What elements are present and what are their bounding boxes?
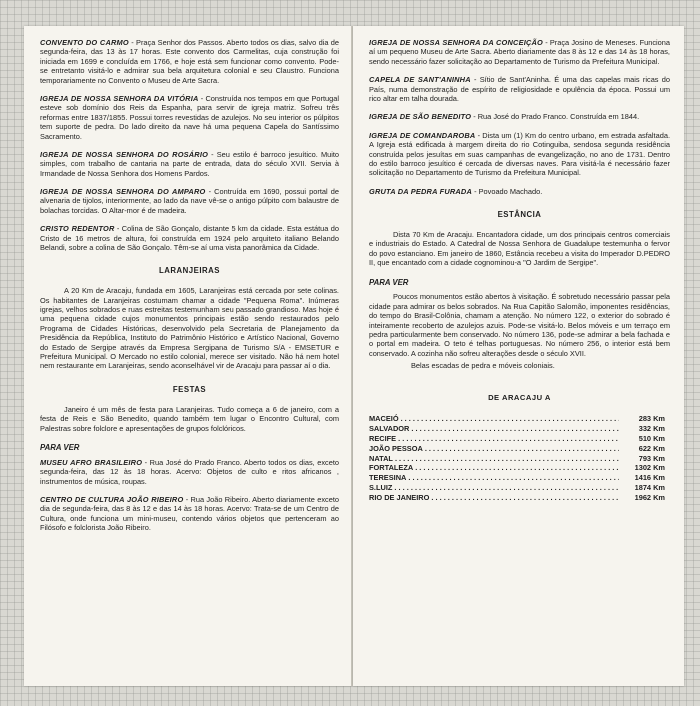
distance-row (369, 463, 665, 473)
section-heading-para-ver: PARA VER (369, 277, 409, 287)
leader-dots (431, 493, 619, 503)
distances-title: DE ARACAJU A (488, 392, 551, 402)
section-heading-estancia: ESTÂNCIA (497, 210, 542, 220)
entry-name: IGREJA DE NOSSA SENHORA DO ROSÁRIO (40, 149, 209, 159)
entry-igreja-sao-benedito (369, 112, 670, 121)
entry-text: - Sítio de Sant'Aninha. É uma das capelas mais ricas do País, numa demonstração de espírito de religiosidade e opulência da época. Possui um rico altar em talha dourada. (369, 75, 670, 103)
entry-igreja-comandaroba (369, 131, 670, 178)
distance-km: 283 Km (638, 414, 665, 424)
entry-text: - Contruída em 1690, possui portal de alvenaria de tijolos, interiormente, ao lado da nave vê-se o antigo púlpito com balaustre de bolachas torcidas. O Altar-mor é de madeira. (40, 187, 339, 215)
distance-row (369, 483, 665, 493)
laranjeiras-text: A 20 Km de Aracaju, fundada em 1605, Laranjeiras está cercada por sete colinas. Os habitantes de Laranjeiras costumam chamar a cidade "Pequena Roma". Inúmeras igrejas, velhos sobrados e ruas estreitas testemunham seu passado grandioso. Mas hoje é uma pequena cidade cujos monumentos principais estão sendo restaurados pelo Programa de Cidades Históricas, desenvolvido pela Secretaria de Planejamento da Presidência da República, Instituto do Patrimônio Histórico e Artístico Nacional, Governo do Estado de Sergipe através da Empresa Sergipana de Turismo S/A - EMSETUR e Prefeitura Municipal. O Mercado no estilo colonial, merece ser visitado. Não há nem hotel nem restaurante em Laranjeiras, sendo aconselhável vir de Aracaju para passar aí o dia. (40, 286, 339, 371)
distance-city: RECIFE (369, 433, 397, 443)
distance-city: TERESINA (369, 473, 407, 483)
distance-km: 332 Km (638, 424, 665, 434)
para-ver-label: PARA VER (40, 442, 80, 452)
distance-row (369, 493, 665, 503)
distance-km: 622 Km (638, 443, 665, 453)
left-page (24, 26, 351, 686)
para-ver-text: Poucos monumentos estão abertos à visitação. É sobretudo necessário passar pela cidade para admirar os belos sobrados. Na Rua Capitão Salomão, imponentes residências, do tempo do Brasil-Colônia, chamam a atenção. No número 122, o exterior do sobrado é inteiramente recoberto de azulejos azuis. Pode-se visitá-lo. Belos móveis e um terraço em pedra particularmente bem conservado. No número 136, pode-se admirar a bela fachada e o portal em madeira. O teto é telhas portuguesas. No número 256, o interior está bem conservado. A cozinha não sofreu alterações desde o século XVII. (369, 292, 670, 358)
entry-capela-santaninha (369, 75, 670, 103)
entry-convento-do-carmo (40, 38, 339, 85)
leader-dots (401, 414, 619, 424)
entry-name: IGREJA DE COMANDAROBA (369, 130, 476, 140)
entry-text: - Construída nos tempos em que Portugal esteve sob domínio dos Reis da Espanha, para servir de igreja matriz. Sofreu três reformas entre 1837/1855. Possui torres revestidas de azulejos. No seu interior os púlpitos tem suporte de pedra. Do lado direito da nave há uma pequena Capela do Santíssimo Sacramento. (40, 93, 339, 141)
leader-dots (415, 463, 619, 473)
distance-city: FORTALEZA (369, 463, 414, 473)
entry-name: CONVENTO DO CARMO (40, 38, 129, 47)
distance-row (369, 434, 665, 444)
entry-text: - Dista um (1) Km do centro urbano, em estrada asfaltada. A Igreja está edificada à margem direita do rio Cotinguiba, sendosa segunda residência construída pelos jesuítas em suas campanhas de evangelização, no ano de 1731. Dentro do estilo barroco jesuítico é cercada de diversas naves. Para visitá-la é necessário fazer solicitação no Departamento de Turismo da Prefeitura Municipal. (369, 130, 670, 178)
entry-name: CRISTO REDENTOR (40, 224, 115, 234)
distance-row (369, 454, 665, 464)
leader-dots (395, 454, 619, 464)
section-heading-festas: FESTAS (172, 384, 207, 394)
distance-city: S.LUIZ (369, 483, 393, 493)
festas-text: Janeiro é um mês de festa para Laranjeiras. Tudo começa a 6 de janeiro, com a festa de Reis e São Benedito, quando também tem lugar o Encontro Cultural, com Palestras sobre folclore e apresentações de grupos folclóricos. (40, 404, 339, 433)
right-page (353, 26, 684, 686)
distance-row (369, 473, 665, 483)
distance-row (369, 424, 665, 434)
entry-text: - Rua João Ribeiro. Aberto diariamente exceto dia de segunda-feira, das 8 às 12 e das 14 às 18 horas. Acervo: Trata-se de um Centro de Cultura, onde funciona um mini-museu, contendo vários objetos que pertenceram ao Filósofo e folclorista João Ribeiro. (40, 494, 339, 533)
leader-dots (398, 434, 619, 444)
distance-km: 1302 Km (634, 463, 665, 473)
entry-text: - Seu estilo é barroco jesuítico. Muito simples, com trabalho de cantaria na parte de entrada, data do século XVII. Servia à Irmandade de Nossa Senhora dos Homens Pardos. (40, 149, 340, 178)
estancia-text: Dista 70 Km de Aracaju. Encantadora cidade, um dos principais centros comerciais e industriais do Estado. A Catedral de Nossa Senhora de Guadalupe testemunha o fervor do povo estanciano. Em janeiro de 1860, Estância recebeu a visita do Imperador D.PEDRO II, que encantado com a cidade cognominou-a "O Jardim de Sergipe". (369, 229, 670, 268)
leader-dots (408, 473, 619, 483)
distance-city: NATAL (369, 453, 393, 463)
entry-igreja-vitoria (40, 94, 339, 141)
leader-dots (425, 444, 619, 454)
entry-text: - Rua José do Prado Franco. Aberto todos os dias, exceto segunda-feira, das 12 às 18 horas. Acervo: Objetos de culto e ritos africanos , instrumentos de música, roupas. (40, 457, 339, 486)
distance-city: MACEIÓ (369, 414, 399, 424)
distance-km: 1416 Km (634, 473, 665, 483)
leader-dots (394, 483, 619, 493)
distance-km: 793 Km (638, 453, 665, 463)
distances-table (369, 414, 665, 503)
entry-igreja-conceicao (369, 38, 670, 66)
distance-city: JOÃO PESSOA (369, 443, 423, 453)
distance-row (369, 444, 665, 454)
distance-city: RIO DE JANEIRO (369, 492, 430, 502)
section-heading-laranjeiras: LARANJEIRAS (159, 266, 220, 276)
para-ver-caption: Belas escadas de pedra e móveis coloniais. (411, 361, 555, 371)
entry-text: - Colina de São Gonçalo, distante 5 km da cidade. Esta estátua do Cristo de 16 metros de altura, foi construída em 1924 pelo arquiteto italiano Belando Belandi, sobre a colina de São Gonçalo. Têm-se aí uma vista panorâmica da Cidade. (40, 224, 339, 253)
entry-name: IGREJA DE NOSSA SENHORA DO AMPARO (40, 187, 206, 197)
entry-igreja-amparo (40, 187, 339, 215)
entry-text: - Praça Senhor dos Passos. Aberto todos os dias, salvo dia de segunda-feira, das 13 às 17 horas. Este convento dos Carmelitas, cuja construção foi iniciada em 1699 e concluída em 1766, e hoje está sem funcionar como convento. Pode-se entretanto visitá-lo e admirar sua bela arquitetura colonial e seu Claustro. Funciona temporariamente no Convento o Museu de Arte Sacra. (40, 38, 339, 85)
entry-name: CENTRO DE CULTURA JOÃO RIBEIRO (40, 494, 184, 504)
distance-row (369, 414, 665, 424)
entry-name: GRUTA DA PEDRA FURADA (369, 186, 473, 196)
entry-text: - Povoado Machado. (474, 186, 543, 196)
entry-name: IGREJA DE SÃO BENEDITO (369, 112, 472, 122)
entry-name: IGREJA DE NOSSA SENHORA DA CONCEIÇÃO (369, 38, 543, 47)
distance-km: 510 Km (638, 433, 665, 443)
entry-museu-afro (40, 458, 339, 486)
distance-city: SALVADOR (369, 424, 410, 434)
entry-cristo-redentor (40, 224, 339, 252)
entry-centro-cultura (40, 495, 339, 533)
entry-text: - Praça Josino de Meneses. Funciona aí um pequeno Museu de Arte Sacra. Aberto diariamente das 8 às 12 e das 14 às 18 horas, sendo necessário fazer solicitação ao Departamento de Turismo da Prefeitura Municipal. (369, 38, 670, 66)
entry-igreja-rosario (40, 150, 339, 178)
entry-gruta-pedra-furada (369, 187, 670, 196)
entry-name: MUSEU AFRO BRASILEIRO (40, 457, 143, 467)
distance-km: 1962 Km (634, 492, 665, 502)
distance-km: 1874 Km (634, 483, 665, 493)
entry-name: CAPELA DE SANT'ANINHA (369, 75, 471, 85)
entry-text: - Rua José do Prado Franco. Construída em 1844. (473, 112, 640, 122)
leader-dots (411, 424, 619, 434)
entry-name: IGREJA DE NOSSA SENHORA DA VITÓRIA (40, 93, 199, 103)
